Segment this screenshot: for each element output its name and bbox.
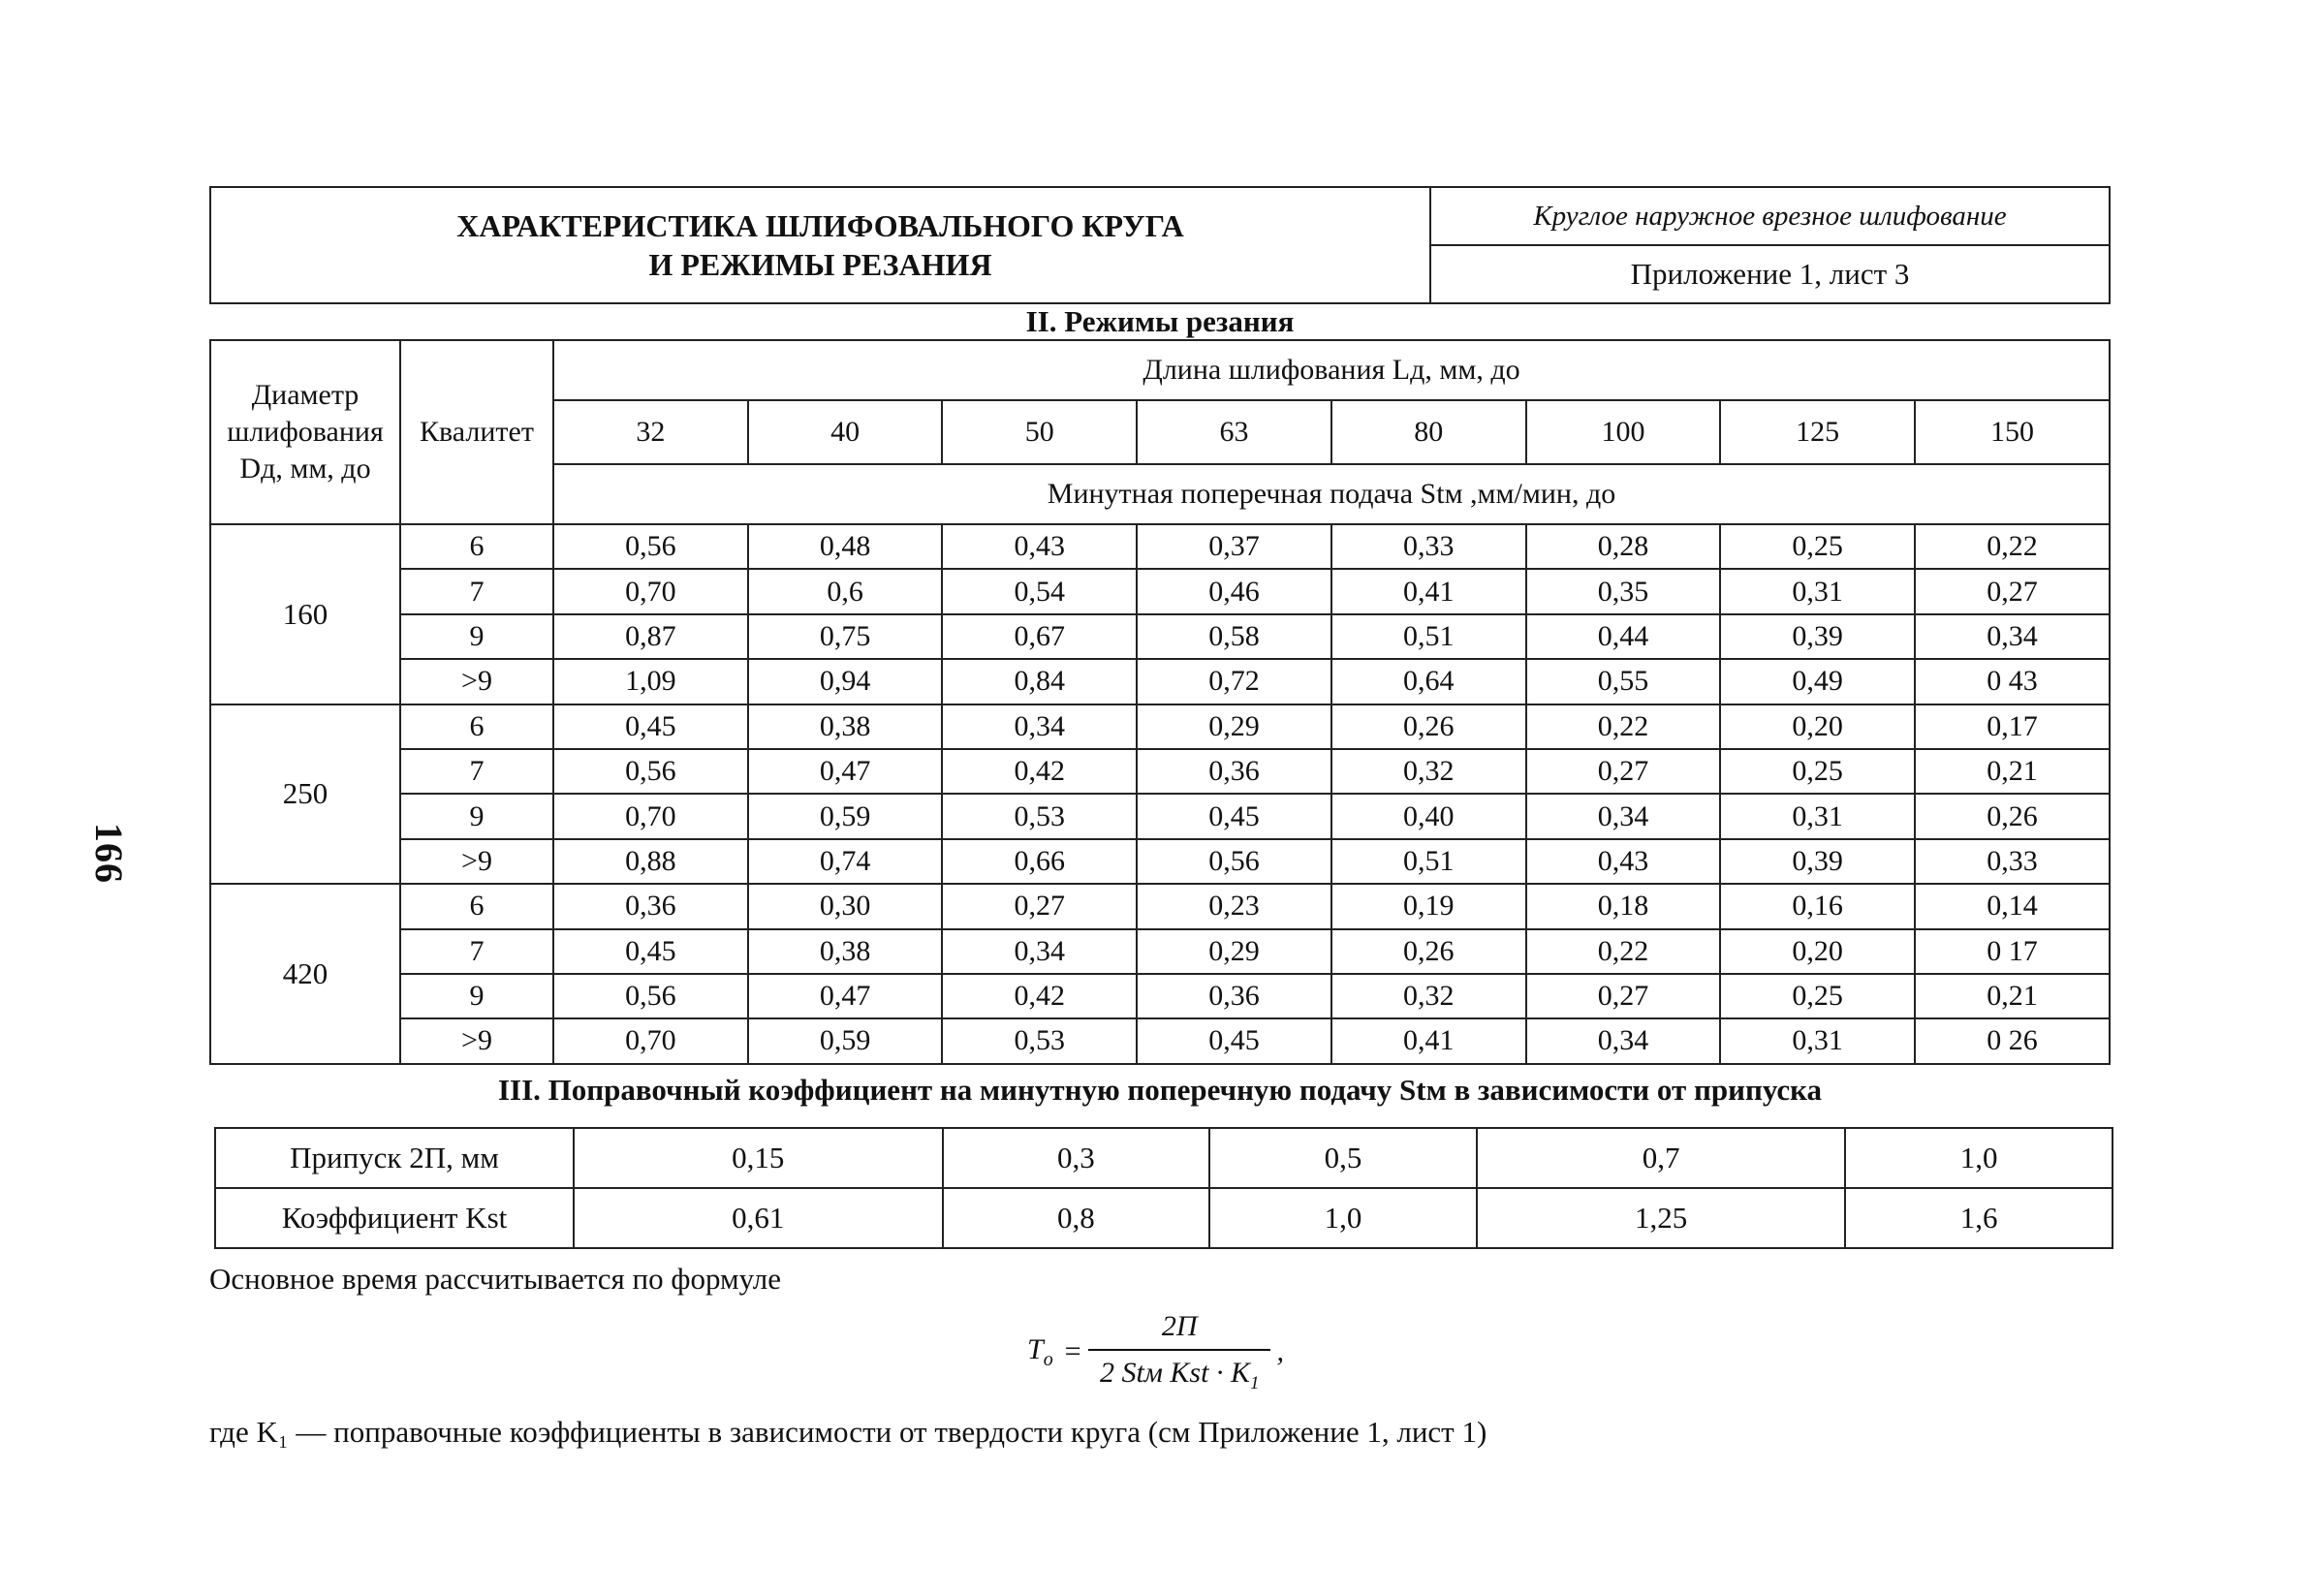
length-value-cell: 63 bbox=[1137, 400, 1331, 464]
kvalitet-cell: 7 bbox=[400, 749, 553, 794]
table-row bbox=[210, 704, 2110, 749]
feed-value-cell: 0,53 bbox=[942, 1018, 1137, 1063]
feed-value-cell: 0,25 bbox=[1720, 749, 1915, 794]
coefficient-value-cell: 1,6 bbox=[1845, 1188, 2113, 1248]
feed-value-cell: 0,42 bbox=[942, 749, 1137, 794]
table-row bbox=[210, 839, 2110, 884]
kvalitet-column-header: Квалитет bbox=[400, 340, 553, 524]
feed-value-cell: 0,42 bbox=[942, 974, 1137, 1018]
length-header: Длина шлифования Lд, мм, до bbox=[553, 340, 2110, 400]
feed-value-cell: 0,46 bbox=[1137, 569, 1331, 613]
feed-value-cell: 0,22 bbox=[1526, 704, 1721, 749]
kvalitet-cell: 9 bbox=[400, 794, 553, 838]
table-row bbox=[210, 794, 2110, 838]
feed-value-cell: 0,18 bbox=[1526, 884, 1721, 928]
feed-value-cell: 0,59 bbox=[748, 1018, 943, 1063]
allowance-value-cell: 0,15 bbox=[574, 1128, 943, 1188]
feed-value-cell: 0,31 bbox=[1720, 1018, 1915, 1063]
feed-value-cell: 0,36 bbox=[553, 884, 748, 928]
feed-value-cell: 0,54 bbox=[942, 569, 1137, 613]
feed-value-cell: 0,51 bbox=[1331, 614, 1526, 659]
cutting-modes-body bbox=[210, 524, 2110, 1064]
allowance-value-cell: 0,7 bbox=[1477, 1128, 1846, 1188]
table-row bbox=[210, 749, 2110, 794]
length-value-cell: 80 bbox=[1331, 400, 1526, 464]
feed-value-cell: 0,21 bbox=[1915, 974, 2110, 1018]
kvalitet-cell: >9 bbox=[400, 659, 553, 704]
feed-value-cell: 0,25 bbox=[1720, 974, 1915, 1018]
document-title bbox=[210, 187, 1430, 303]
formula-lhs bbox=[1027, 1333, 1053, 1371]
feed-value-cell: 0 17 bbox=[1915, 929, 2110, 974]
feed-value-cell: 0,59 bbox=[748, 794, 943, 838]
feed-value-cell: 0,25 bbox=[1720, 524, 1915, 569]
formula-numerator: 2П bbox=[1161, 1309, 1198, 1342]
feed-value-cell: 0,56 bbox=[553, 524, 748, 569]
feed-value-cell: 0,16 bbox=[1720, 884, 1915, 928]
allowance-value-cell: 0,3 bbox=[943, 1128, 1210, 1188]
feed-value-cell: 0,40 bbox=[1331, 794, 1526, 838]
feed-value-cell: 0,34 bbox=[1526, 794, 1721, 838]
feed-value-cell: 0,38 bbox=[748, 929, 943, 974]
coefficient-row bbox=[215, 1188, 2113, 1248]
feed-value-cell: 0,22 bbox=[1526, 929, 1721, 974]
allowance-value-cell: 0,5 bbox=[1209, 1128, 1477, 1188]
feed-value-cell: 0,49 bbox=[1720, 659, 1915, 704]
feed-value-cell: 0,88 bbox=[553, 839, 748, 884]
feed-value-cell: 0,38 bbox=[748, 704, 943, 749]
feed-value-cell: 0,32 bbox=[1331, 749, 1526, 794]
feed-value-cell: 0,43 bbox=[1526, 839, 1721, 884]
feed-value-cell: 0,17 bbox=[1915, 704, 2110, 749]
feed-value-cell: 0,64 bbox=[1331, 659, 1526, 704]
feed-value-cell: 0,51 bbox=[1331, 839, 1526, 884]
cutting-modes-table bbox=[209, 339, 2111, 1065]
feed-value-cell: 0,31 bbox=[1720, 569, 1915, 613]
allowance-row bbox=[215, 1128, 2113, 1188]
kvalitet-cell: 6 bbox=[400, 704, 553, 749]
feed-value-cell: 0,47 bbox=[748, 749, 943, 794]
feed-value-cell: 0,26 bbox=[1331, 704, 1526, 749]
feed-value-cell: 0,27 bbox=[1526, 749, 1721, 794]
kvalitet-cell: 9 bbox=[400, 614, 553, 659]
sheet-reference: Приложение 1, лист 3 bbox=[1430, 245, 2110, 303]
coefficient-label: Коэффициент Kst bbox=[215, 1188, 574, 1248]
coefficient-value-cell: 1,0 bbox=[1209, 1188, 1477, 1248]
subject-cell: Круглое наружное врезное шлифование bbox=[1430, 187, 2110, 245]
feed-value-cell: 0,48 bbox=[748, 524, 943, 569]
feed-value-cell: 0 26 bbox=[1915, 1018, 2110, 1063]
feed-value-cell: 0,70 bbox=[553, 1018, 748, 1063]
feed-value-cell: 0,56 bbox=[553, 974, 748, 1018]
feed-value-cell: 0,27 bbox=[1915, 569, 2110, 613]
feed-value-cell: 0,6 bbox=[748, 569, 943, 613]
feed-header: Минутная поперечная подача Stм ,мм/мин, до bbox=[553, 464, 2110, 524]
table-row bbox=[210, 659, 2110, 704]
kvalitet-cell: 6 bbox=[400, 524, 553, 569]
section-3-title: III. Поправочный коэффициент на минутную поперечную подачу Stм в зависимости от припуска bbox=[497, 1073, 1823, 1107]
feed-value-cell: 0,47 bbox=[748, 974, 943, 1018]
title-line-2: И РЕЖИМЫ РЕЗАНИЯ bbox=[648, 247, 992, 282]
feed-value-cell: 0,34 bbox=[1526, 1018, 1721, 1063]
kvalitet-cell: 6 bbox=[400, 884, 553, 928]
feed-value-cell: 0,31 bbox=[1720, 794, 1915, 838]
kvalitet-cell: >9 bbox=[400, 839, 553, 884]
kvalitet-cell: 7 bbox=[400, 929, 553, 974]
feed-value-cell: 0,70 bbox=[553, 569, 748, 613]
length-value-cell: 100 bbox=[1526, 400, 1721, 464]
formula-fraction bbox=[1088, 1310, 1271, 1394]
feed-value-cell: 0,36 bbox=[1137, 749, 1331, 794]
feed-value-cell: 0,84 bbox=[942, 659, 1137, 704]
table-row bbox=[210, 569, 2110, 613]
coefficient-value-cell: 0,61 bbox=[574, 1188, 943, 1248]
feed-value-cell: 0,26 bbox=[1915, 794, 2110, 838]
feed-value-cell: 0,44 bbox=[1526, 614, 1721, 659]
header-block bbox=[209, 186, 2111, 304]
table-row bbox=[210, 614, 2110, 659]
feed-value-cell: 0,34 bbox=[1915, 614, 2110, 659]
diameter-cell: 420 bbox=[210, 884, 400, 1064]
formula-denominator bbox=[1088, 1349, 1271, 1394]
diameter-cell: 160 bbox=[210, 524, 400, 704]
formula-denominator-main: 2 Stм Kst · K bbox=[1099, 1356, 1250, 1389]
feed-value-cell: 0,29 bbox=[1137, 929, 1331, 974]
length-value-cell: 150 bbox=[1915, 400, 2110, 464]
feed-value-cell: 0,58 bbox=[1137, 614, 1331, 659]
kvalitet-cell: >9 bbox=[400, 1018, 553, 1063]
coefficient-value-cell: 0,8 bbox=[943, 1188, 1210, 1248]
table-row bbox=[210, 974, 2110, 1018]
feed-value-cell: 0,28 bbox=[1526, 524, 1721, 569]
feed-value-cell: 0,20 bbox=[1720, 929, 1915, 974]
length-value-cell: 32 bbox=[553, 400, 748, 464]
feed-value-cell: 0,27 bbox=[1526, 974, 1721, 1018]
section-2-title: II. Режимы резания bbox=[1025, 304, 1295, 338]
feed-value-cell: 0,33 bbox=[1915, 839, 2110, 884]
feed-value-cell: 0,66 bbox=[942, 839, 1137, 884]
feed-value-cell: 0,26 bbox=[1331, 929, 1526, 974]
feed-value-cell: 0 43 bbox=[1915, 659, 2110, 704]
feed-value-cell: 0,45 bbox=[1137, 794, 1331, 838]
feed-value-cell: 0,70 bbox=[553, 794, 748, 838]
page-number-text: 166 bbox=[86, 822, 131, 884]
diameter-cell: 250 bbox=[210, 704, 400, 885]
feed-value-cell: 0,35 bbox=[1526, 569, 1721, 613]
feed-value-cell: 0,21 bbox=[1915, 749, 2110, 794]
formula-denominator-sub: 1 bbox=[1249, 1372, 1260, 1393]
where-text: где K₁ — поправочные коэффициенты в зависимости от твердости круга (см Приложение 1, лист 1) bbox=[209, 1415, 1487, 1449]
feed-value-cell: 0,23 bbox=[1137, 884, 1331, 928]
basic-time-text: Основное время рассчитывается по формуле bbox=[209, 1262, 781, 1296]
feed-value-cell: 0,56 bbox=[553, 749, 748, 794]
feed-value-cell: 0,67 bbox=[942, 614, 1137, 659]
coefficient-value-cell: 1,25 bbox=[1477, 1188, 1846, 1248]
feed-value-cell: 0,53 bbox=[942, 794, 1137, 838]
feed-value-cell: 0,34 bbox=[942, 929, 1137, 974]
feed-value-cell: 0,32 bbox=[1331, 974, 1526, 1018]
page-number bbox=[79, 809, 138, 896]
feed-value-cell: 0,72 bbox=[1137, 659, 1331, 704]
formula-trailing: , bbox=[1276, 1335, 1284, 1367]
feed-value-cell: 0,22 bbox=[1915, 524, 2110, 569]
feed-value-cell: 0,41 bbox=[1331, 569, 1526, 613]
feed-value-cell: 0,41 bbox=[1331, 1018, 1526, 1063]
length-value-cell: 125 bbox=[1720, 400, 1915, 464]
feed-value-cell: 0,45 bbox=[1137, 1018, 1331, 1063]
formula-lhs-main: T bbox=[1027, 1332, 1044, 1365]
feed-value-cell: 0,94 bbox=[748, 659, 943, 704]
feed-value-cell: 0,34 bbox=[942, 704, 1137, 749]
feed-value-cell: 0,37 bbox=[1137, 524, 1331, 569]
formula-lhs-sub: o bbox=[1043, 1348, 1053, 1370]
feed-value-cell: 0,39 bbox=[1720, 614, 1915, 659]
diameter-header-line-1: Диаметр bbox=[251, 379, 360, 411]
coefficient-table bbox=[214, 1127, 2113, 1249]
table-row bbox=[210, 929, 2110, 974]
diameter-header-line-2: шлифования bbox=[227, 416, 384, 448]
feed-value-cell: 0,27 bbox=[942, 884, 1137, 928]
kvalitet-cell: 7 bbox=[400, 569, 553, 613]
diameter-header-line-3: Dд, мм, до bbox=[239, 453, 371, 485]
feed-value-cell: 0,20 bbox=[1720, 704, 1915, 749]
feed-value-cell: 0,36 bbox=[1137, 974, 1331, 1018]
kvalitet-cell: 9 bbox=[400, 974, 553, 1018]
diameter-column-header bbox=[210, 340, 400, 524]
feed-value-cell: 0,75 bbox=[748, 614, 943, 659]
feed-value-cell: 0,45 bbox=[553, 704, 748, 749]
feed-value-cell: 0,39 bbox=[1720, 839, 1915, 884]
length-value-cell: 50 bbox=[942, 400, 1137, 464]
feed-value-cell: 0,74 bbox=[748, 839, 943, 884]
formula-equals: = bbox=[1062, 1335, 1082, 1367]
table-row bbox=[210, 1018, 2110, 1063]
feed-value-cell: 0,56 bbox=[1137, 839, 1331, 884]
feed-value-cell: 0,55 bbox=[1526, 659, 1721, 704]
title-line-1: ХАРАКТЕРИСТИКА ШЛИФОВАЛЬНОГО КРУГА bbox=[456, 208, 1184, 243]
table-row bbox=[210, 884, 2110, 928]
length-value-cell: 40 bbox=[748, 400, 943, 464]
feed-value-cell: 0,33 bbox=[1331, 524, 1526, 569]
feed-value-cell: 1,09 bbox=[553, 659, 748, 704]
feed-value-cell: 0,87 bbox=[553, 614, 748, 659]
table-row bbox=[210, 524, 2110, 569]
feed-value-cell: 0,43 bbox=[942, 524, 1137, 569]
feed-value-cell: 0,19 bbox=[1331, 884, 1526, 928]
allowance-value-cell: 1,0 bbox=[1845, 1128, 2113, 1188]
allowance-label: Припуск 2П, мм bbox=[215, 1128, 574, 1188]
feed-value-cell: 0,14 bbox=[1915, 884, 2110, 928]
feed-value-cell: 0,45 bbox=[553, 929, 748, 974]
feed-value-cell: 0,30 bbox=[748, 884, 943, 928]
feed-value-cell: 0,29 bbox=[1137, 704, 1331, 749]
basic-time-formula bbox=[1027, 1299, 1284, 1405]
